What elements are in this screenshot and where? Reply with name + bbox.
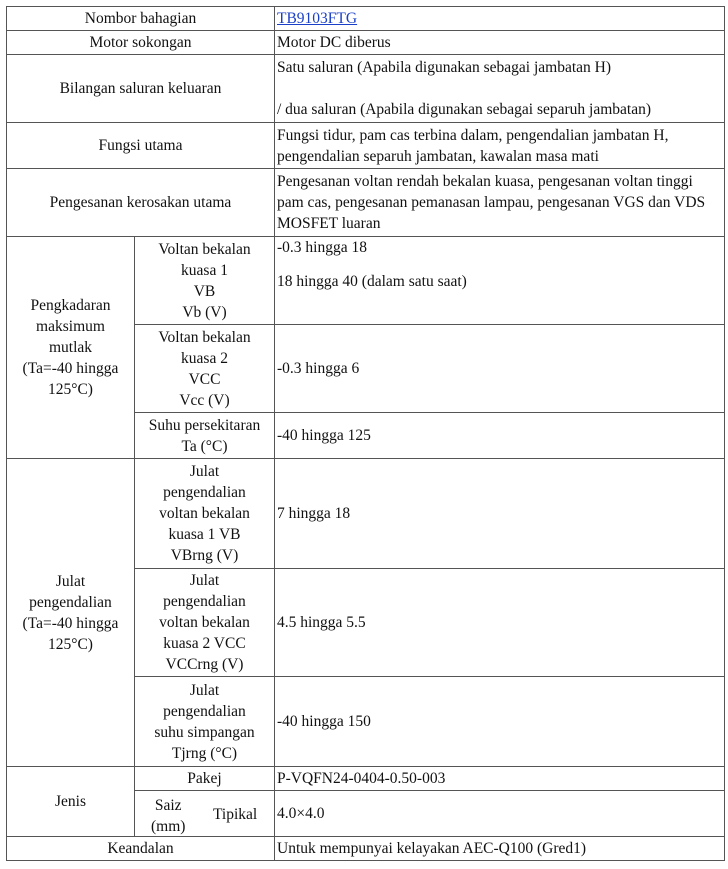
vcc-value: -0.3 hingga 6 (275, 325, 725, 413)
vbrng-label: Julat pengendalian voltan bekalan kuasa 1 VB VBrng (V) (135, 459, 275, 569)
abs-max-group-label: Pengkadaran maksimum mutlak (Ta=-40 hingga 125°C) (7, 237, 135, 459)
ta-value: -40 hingga 125 (275, 413, 725, 459)
functions-label: Fungsi utama (7, 123, 275, 169)
size-label: Saiz (mm) (151, 796, 186, 835)
tjrng-label: Julat pengendalian suhu simpangan Tjrng (°C) (135, 677, 275, 767)
vccrng-label: Julat pengendalian voltan bekalan kuasa 2 VCC VCCrng (V) (135, 569, 275, 677)
reliability-label: Keandalan (7, 837, 275, 861)
vb-value-1: -0.3 hingga 18 (275, 237, 725, 259)
vbrng-value: 7 hingga 18 (275, 459, 725, 569)
outputs-value (275, 55, 725, 123)
row-pakej (7, 767, 725, 791)
functions-value: Fungsi tidur, pam cas terbina dalam, pengendalian jambatan H, pengendalian separuh jambatan, kawalan masa mati (275, 123, 725, 169)
row-vb-1 (7, 237, 725, 259)
tjrng-value: -40 hingga 150 (275, 677, 725, 767)
part-number-link[interactable]: TB9103FTG (277, 10, 358, 27)
vcc-label: Voltan bekalan kuasa 2 VCC Vcc (V) (135, 325, 275, 413)
size-label-cell (135, 791, 275, 837)
package-group-label: Jenis (7, 767, 135, 837)
size-value: 4.0×4.0 (275, 791, 725, 837)
outputs-line-2: / dua saluran (Apabila digunakan sebagai separuh jambatan) (277, 101, 652, 118)
vb-value-2: 18 hingga 40 (dalam satu saat) (275, 259, 725, 325)
pakej-value: P-VQFN24-0404-0.50-003 (275, 767, 725, 791)
faults-value: Pengesanan voltan rendah bekalan kuasa, pengesanan voltan tinggi pam cas, pengesanan pemanasan lampau, pengesanan VGS dan VDS MOSFET luaran (275, 169, 725, 237)
part-number-value[interactable] (275, 7, 725, 31)
row-motor (7, 31, 725, 55)
row-part-number (7, 7, 725, 31)
ta-label: Suhu persekitaran Ta (°C) (135, 413, 275, 459)
pakej-label: Pakej (135, 767, 275, 791)
outputs-label: Bilangan saluran keluaran (7, 55, 275, 123)
row-reliability (7, 837, 725, 861)
spec-table (6, 6, 725, 861)
outputs-line-1: Satu saluran (Apabila digunakan sebagai jambatan H) (277, 59, 611, 76)
motor-label: Motor sokongan (7, 31, 275, 55)
vb-label: Voltan bekalan kuasa 1 VB Vb (V) (135, 237, 275, 325)
row-outputs (7, 55, 725, 123)
reliability-value: Untuk mempunyai kelayakan AEC-Q100 (Gred1) (275, 837, 725, 861)
row-functions (7, 123, 725, 169)
op-range-group-label: Julat pengendalian (Ta=-40 hingga 125°C) (7, 459, 135, 767)
faults-label: Pengesanan kerosakan utama (7, 169, 275, 237)
size-typical-label: Tipikal (213, 805, 258, 823)
row-faults (7, 169, 725, 237)
row-vbrng (7, 459, 725, 569)
part-number-label: Nombor bahagian (7, 7, 275, 31)
motor-value: Motor DC diberus (275, 31, 725, 55)
vccrng-value: 4.5 hingga 5.5 (275, 569, 725, 677)
